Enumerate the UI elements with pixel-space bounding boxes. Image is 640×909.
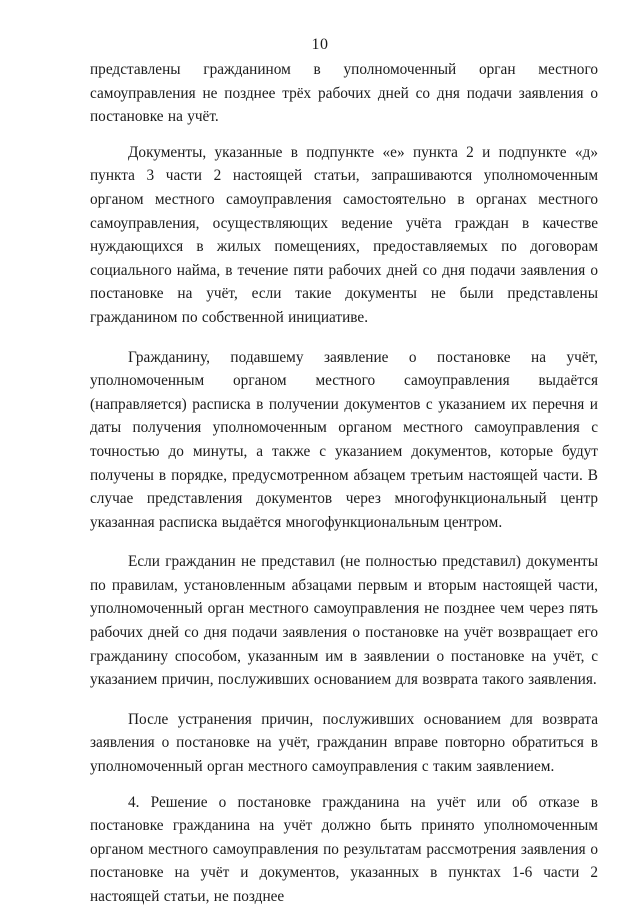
paragraph-receipt: Гражданину, подавшему заявление о постановке на учёт, уполномоченным органом местного самоуправления выдаётся (направляется) расписка в получении документов с указанием их перечня и даты получения уполномоченным органом местного самоуправления с точностью до минуты, а также с указанием документов, которые будут получены в порядке, предусмотренном абзацем третьим настоящей части. В случае представления документов через многофункциональный центр указанная расписка выдаётся многофункциональным центром. [90,348,598,531]
paragraph-return-application: Если гражданин не представил (не полностью представил) документы по правилам, установленным абзацами первым и вторым настоящей части, уполномоченный орган местного самоуправления не позднее чем через пять рабочих дней со дня подачи заявления о постановке на учёт возвращает его гражданину способом, указанным им в заявлении о постановке на учёт, с указанием причин, послуживших основанием для возврата такого заявления. [90,553,598,689]
document-body [90,58,598,909]
paragraph-documents-requested: Документы, указанные в подпункте «е» пункта 2 и подпункте «д» пункта 3 части 2 настоящей статьи, запрашиваются уполномоченным органом местного самоуправления самостоятельно в органах местного самоуправления, осуществляющих ведение учёта граждан в качестве нуждающихся в жилых помещениях, предоставляемых по договорам социального найма, в течение пяти рабочих дней со дня подачи заявления о постановке на учёт, если такие документы не были представлены гражданином по собственной инициативе. [90,143,598,326]
page-number: 10 [311,36,329,53]
paragraph-decision-item-4: 4. Решение о постановке гражданина на учёт или об отказе в постановке гражданина на учёт должно быть принято уполномоченным органом местного самоуправления по результатам рассмотрения заявления о постановке на учёт и документов, указанных в пунктах 1-6 части 2 настоящей статьи, не позднее [90,793,598,905]
paragraph-continuation: представлены гражданином в уполномоченный орган местного самоуправления не позднее трёх рабочих дней со дня подачи заявления о постановке на учёт. [90,61,598,126]
paragraph-resubmission: После устранения причин, послуживших основанием для возврата заявления о постановке на учёт, гражданин вправе повторно обратиться в уполномоченный орган местного самоуправления с таким заявлением. [90,710,598,776]
